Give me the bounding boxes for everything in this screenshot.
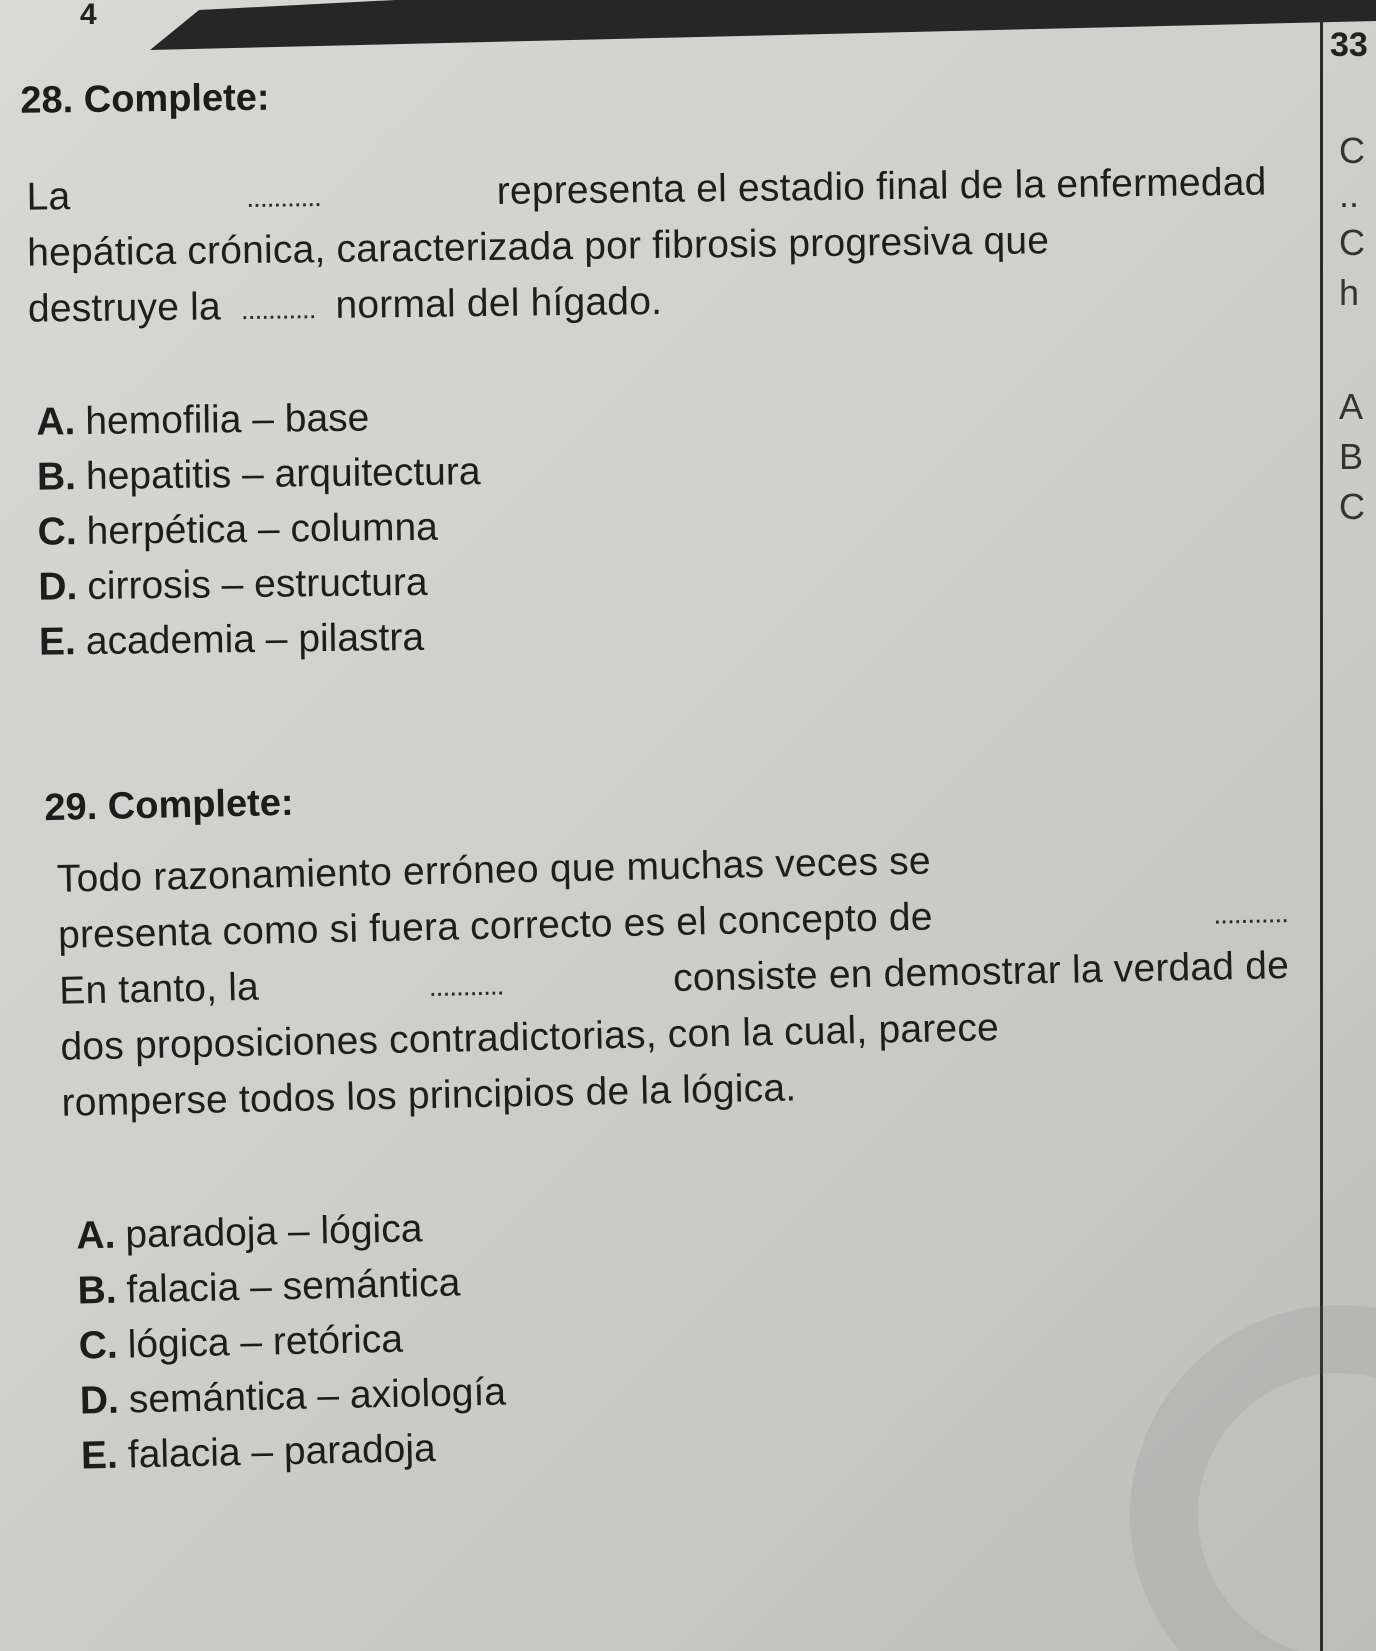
top-dark-band (150, 0, 1376, 50)
stem-text: dos proposiciones contradictorias, con la cual, parece (59, 1006, 1000, 1069)
stem-text: representa el estadio final de la enfermedad (496, 160, 1267, 213)
stem-text: Todo razonamiento erróneo que muchas veces se (56, 839, 932, 901)
answer-option[interactable] (38, 554, 482, 614)
answer-option[interactable] (78, 1310, 505, 1374)
stem-text: normal del hígado. (335, 279, 663, 327)
option-letter: B. (77, 1268, 117, 1313)
answer-option[interactable] (37, 499, 481, 559)
option-text: paradoja – lógica (124, 1207, 423, 1257)
answer-blank: ........... (428, 969, 504, 1003)
answer-option[interactable] (77, 1255, 504, 1319)
answer-option[interactable] (76, 1200, 503, 1264)
faded-stamp-mark (1130, 1305, 1376, 1651)
option-text: falacia – semántica (126, 1261, 461, 1312)
stem-text: romperse todos los principios de la lógica. (61, 1066, 797, 1125)
option-letter: E. (80, 1433, 119, 1478)
stem-text: destruye la (27, 285, 222, 331)
option-text: falacia – paradoja (127, 1427, 437, 1477)
option-letter: A. (75, 1213, 116, 1258)
answer-option[interactable] (36, 389, 480, 449)
right-fragment: h (1339, 272, 1360, 313)
option-letter: E. (38, 620, 77, 664)
answer-option[interactable] (80, 1420, 507, 1484)
option-text: hemofilia – base (85, 396, 370, 443)
option-letter: B. (36, 455, 77, 499)
answer-blank: ........... (246, 181, 322, 213)
option-text: academia – pilastra (85, 615, 425, 663)
page-number: 33 (1330, 26, 1368, 64)
answer-options (76, 1200, 508, 1484)
question-28 (0, 54, 1310, 664)
right-fragment: C (1339, 486, 1365, 527)
right-fragment: A (1339, 386, 1364, 427)
stem-text: hepática crónica, caracterizada por fibrosis progresiva que (26, 219, 1050, 275)
answer-options (36, 389, 483, 669)
question-stem (26, 155, 1268, 338)
answer-blank: ........... (240, 293, 316, 326)
stem-text: La (26, 175, 71, 219)
answer-option[interactable] (37, 444, 481, 504)
option-text: herpética – columna (86, 505, 439, 553)
answer-option[interactable] (79, 1365, 506, 1429)
answer-blank: ........... (1213, 897, 1289, 930)
stem-text: presenta como si fuera correcto es el concepto de (57, 895, 934, 957)
question-heading: 28. Complete: (20, 76, 270, 122)
right-fragment: B (1339, 436, 1364, 477)
stem-text: consiste en demostrar la verdad de (672, 944, 1290, 1000)
option-letter: D. (79, 1378, 120, 1423)
answer-option[interactable] (39, 609, 483, 669)
option-text: hepatitis – arquitectura (85, 450, 481, 498)
question-stem (56, 826, 1292, 1132)
option-letter: C. (37, 510, 77, 554)
option-text: semántica – axiología (128, 1370, 507, 1422)
right-fragment: C (1339, 130, 1365, 171)
option-text: cirrosis – estructura (87, 560, 428, 608)
question-29 (0, 761, 1310, 1478)
right-fragment: C (1339, 222, 1365, 263)
right-fragment: .. (1339, 174, 1360, 215)
option-letter: C. (78, 1323, 119, 1368)
right-column-cutoff-text (1333, 130, 1376, 550)
stem-text: En tanto, la (58, 965, 260, 1013)
option-letter: A. (36, 400, 76, 444)
option-text: lógica – retórica (127, 1317, 404, 1367)
option-letter: D. (38, 565, 78, 609)
question-heading: 29. Complete: (43, 781, 294, 830)
corner-number: 4 (80, 0, 97, 31)
